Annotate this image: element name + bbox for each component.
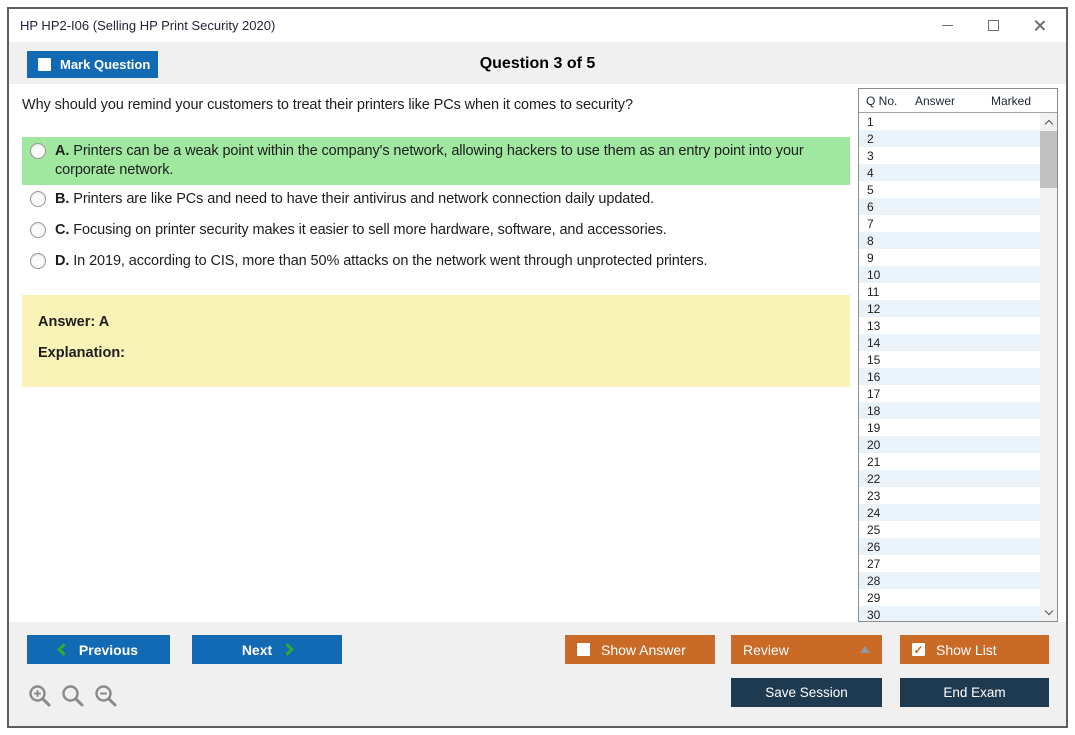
question-number: 23 [867,488,881,503]
end-exam-label: End Exam [943,685,1006,700]
show-list-button[interactable] [900,635,1049,664]
question-number: 12 [867,301,881,316]
question-list-row[interactable] [859,555,1040,572]
window-controls [924,9,1062,42]
question-panel [9,84,1066,622]
show-answer-label: Show Answer [601,641,686,658]
end-exam-button[interactable] [900,678,1049,707]
question-list-row[interactable] [859,504,1040,521]
question-number: 9 [867,250,874,265]
question-number: 7 [867,216,874,231]
review-dropdown-button[interactable] [731,635,882,664]
previous-label: Previous [78,641,139,658]
question-number: 18 [867,403,881,418]
question-number: 1 [867,114,874,129]
question-number: 22 [867,471,881,486]
question-list-row[interactable] [859,368,1040,385]
question-list-row[interactable] [859,402,1040,419]
question-list-row[interactable] [859,198,1040,215]
question-list-row[interactable] [859,419,1040,436]
explanation-label: Explanation: [38,345,126,361]
question-number: 29 [867,590,881,605]
scrollbar-thumb[interactable] [1040,131,1057,188]
review-label: Review [743,641,789,658]
question-text: Why should you remind your customers to treat their printers like PCs when it comes to security? [22,97,633,113]
question-list-row[interactable] [859,521,1040,538]
question-list-row[interactable] [859,181,1040,198]
question-number: 20 [867,437,881,452]
question-number: 30 [867,607,881,621]
minimize-icon [942,25,953,26]
question-list-row[interactable] [859,113,1040,130]
next-button[interactable] [192,635,342,664]
show-list-label: Show List [936,641,997,658]
question-number: 5 [867,182,874,197]
question-list-row[interactable] [859,572,1040,589]
title-bar [9,9,1066,42]
triangle-up-icon [860,646,870,653]
question-number: 8 [867,233,874,248]
question-list-row[interactable] [859,470,1040,487]
save-session-button[interactable] [731,678,882,707]
window-title: HP HP2-I06 (Selling HP Print Security 2020) [20,18,276,33]
zoom-toolbar [27,683,119,709]
question-list-row[interactable] [859,130,1040,147]
question-number: 14 [867,335,881,350]
question-list-body [859,113,1040,621]
question-number: 21 [867,454,881,469]
question-list-scrollbar[interactable] [1040,113,1057,621]
show-answer-checkbox-icon [577,643,590,656]
question-list-row[interactable] [859,283,1040,300]
question-number: 16 [867,369,881,384]
question-list-header [859,89,1057,113]
question-list-row[interactable] [859,606,1040,621]
radio-icon[interactable] [30,143,46,159]
question-list-row[interactable] [859,300,1040,317]
question-list-row[interactable] [859,436,1040,453]
header-bar [9,42,1066,84]
question-number: 25 [867,522,881,537]
question-list-row[interactable] [859,317,1040,334]
question-number: 2 [867,131,874,146]
question-list-row[interactable] [859,266,1040,283]
checkmark-icon: ✓ [913,642,924,657]
close-icon [1033,19,1046,32]
question-number: 10 [867,267,881,282]
chevron-left-icon [57,643,70,656]
option-b[interactable] [22,187,850,212]
question-number: 6 [867,199,874,214]
option-c[interactable] [22,218,850,243]
column-header-answer: Answer [915,93,956,108]
question-number: 27 [867,556,881,571]
question-number: 24 [867,505,881,520]
option-c-text: C. Focusing on printer security makes it easier to sell more hardware, software, and accessories. [55,222,667,238]
question-list [858,88,1058,622]
option-b-text: B. Printers are like PCs and need to have their antivirus and network connection daily updated. [55,191,655,207]
app-window [7,7,1068,728]
question-list-row[interactable] [859,147,1040,164]
save-session-label: Save Session [765,685,848,700]
next-label: Next [241,641,273,658]
answer-label: Answer: A [38,314,110,330]
question-number: 4 [867,165,874,180]
show-list-checkbox-icon [912,643,925,656]
question-list-row[interactable] [859,538,1040,555]
question-list-row[interactable] [859,487,1040,504]
zoom-out-icon[interactable] [93,683,119,709]
chevron-right-icon [281,643,294,656]
close-button[interactable] [1016,9,1062,42]
show-answer-button[interactable] [565,635,715,664]
question-list-row[interactable] [859,589,1040,606]
radio-icon[interactable] [30,222,46,238]
question-list-row[interactable] [859,334,1040,351]
question-number: 19 [867,420,881,435]
question-number: 13 [867,318,881,333]
question-number: 3 [867,148,874,163]
question-number: 15 [867,352,881,367]
previous-button[interactable] [27,635,170,664]
zoom-reset-icon[interactable] [60,683,86,709]
answer-box [22,295,850,387]
mark-question-label: Mark Question [60,57,151,72]
zoom-in-icon[interactable] [27,683,53,709]
question-counter: Question 3 of 5 [479,55,596,72]
column-header-marked: Marked [991,93,1032,108]
question-list-row[interactable] [859,453,1040,470]
question-number: 11 [867,284,880,299]
question-list-row[interactable] [859,351,1040,368]
maximize-icon [988,20,999,31]
chevron-up-icon [1044,119,1052,127]
radio-icon[interactable] [30,253,46,269]
question-list-row[interactable] [859,215,1040,232]
option-d-text: D. In 2019, according to CIS, more than 50% attacks on the network went through unprotected printers. [55,253,708,269]
maximize-button[interactable] [970,9,1016,42]
question-list-row[interactable] [859,385,1040,402]
scroll-up-button[interactable] [1040,113,1057,130]
question-list-row[interactable] [859,164,1040,181]
minimize-button[interactable] [924,9,970,42]
option-d[interactable] [22,249,850,274]
question-number: 26 [867,539,881,554]
scroll-down-button[interactable] [1040,604,1057,621]
chevron-down-icon [1044,607,1052,615]
column-header-qno: Q No. [866,93,898,108]
question-list-row[interactable] [859,232,1040,249]
footer-bar [9,622,1066,726]
question-list-row[interactable] [859,249,1040,266]
option-a[interactable] [22,137,850,185]
question-number: 28 [867,573,881,588]
radio-icon[interactable] [30,191,46,207]
option-a-text: A. Printers can be a weak point within the company's network, allowing hackers to use them as an entry point into your corporate network. [55,143,804,178]
question-number: 17 [867,386,881,401]
